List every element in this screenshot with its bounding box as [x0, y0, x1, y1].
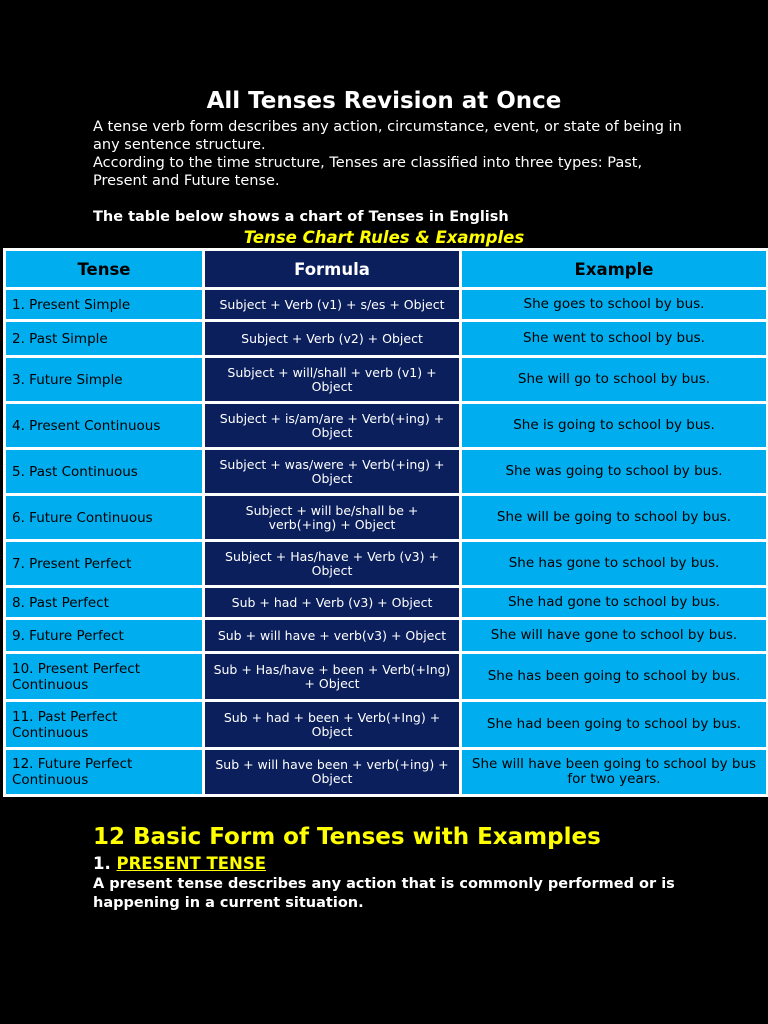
present-tense-link[interactable]: PRESENT TENSE — [116, 854, 267, 873]
formula-cell: Subject + will be/shall be + verb(+ing) + Object — [204, 495, 461, 541]
table-row — [5, 653, 768, 701]
formula-cell: Subject + Verb (v2) + Object — [204, 321, 461, 357]
tense-cell: 9. Future Perfect — [5, 619, 204, 653]
table-row — [5, 619, 768, 653]
table-lead: The table below shows a chart of Tenses in English — [93, 209, 509, 225]
tense-cell: 8. Past Perfect — [5, 587, 204, 619]
table-header-row — [5, 250, 768, 289]
intro-text — [93, 118, 693, 190]
subsection-number: 1. — [93, 854, 111, 873]
formula-cell: Subject + Verb (v1) + s/es + Object — [204, 289, 461, 321]
formula-cell: Sub + will have been + verb(+ing) + Object — [204, 749, 461, 796]
example-cell: She has been going to school by bus. — [461, 653, 768, 701]
formula-cell: Sub + will have + verb(v3) + Object — [204, 619, 461, 653]
intro-line-2: According to the time structure, Tenses are classified into three types: Past, Present and Future tense. — [93, 155, 643, 189]
example-cell: She is going to school by bus. — [461, 403, 768, 449]
formula-cell: Subject + is/am/are + Verb(+ing) + Object — [204, 403, 461, 449]
header-formula: Formula — [204, 250, 461, 289]
tense-cell: 5. Past Continuous — [5, 449, 204, 495]
table-row — [5, 749, 768, 796]
tense-cell: 10. Present Perfect Continuous — [5, 653, 204, 701]
header-example: Example — [461, 250, 768, 289]
formula-cell: Sub + Has/have + been + Verb(+Ing) + Object — [204, 653, 461, 701]
table-row — [5, 289, 768, 321]
table-row — [5, 701, 768, 749]
subsection-text: A present tense describes any action that is commonly performed or is happening in a current situation. — [93, 876, 675, 911]
example-cell: She had been going to school by bus. — [461, 701, 768, 749]
tense-table — [3, 248, 768, 797]
page-title: All Tenses Revision at Once — [206, 88, 562, 114]
tense-cell: 2. Past Simple — [5, 321, 204, 357]
table-row — [5, 495, 768, 541]
formula-cell: Sub + had + been + Verb(+Ing) + Object — [204, 701, 461, 749]
chart-title: Tense Chart Rules & Examples — [243, 228, 525, 247]
tense-cell: 12. Future Perfect Continuous — [5, 749, 204, 796]
example-cell: She will be going to school by bus. — [461, 495, 768, 541]
formula-cell: Subject + was/were + Verb(+ing) + Object — [204, 449, 461, 495]
example-cell: She will have been going to school by bus for two years. — [461, 749, 768, 796]
tense-cell: 4. Present Continuous — [5, 403, 204, 449]
table-row — [5, 449, 768, 495]
formula-cell: Sub + had + Verb (v3) + Object — [204, 587, 461, 619]
section-heading: 12 Basic Form of Tenses with Examples — [93, 824, 601, 850]
table-row — [5, 403, 768, 449]
example-cell: She was going to school by bus. — [461, 449, 768, 495]
tense-cell: 11. Past Perfect Continuous — [5, 701, 204, 749]
table-row — [5, 541, 768, 587]
example-cell: She goes to school by bus. — [461, 289, 768, 321]
example-cell: She went to school by bus. — [461, 321, 768, 357]
example-cell: She will go to school by bus. — [461, 357, 768, 403]
intro-line-1: A tense verb form describes any action, circumstance, event, or state of being in any sentence structure. — [93, 119, 682, 153]
table-row — [5, 587, 768, 619]
tense-cell: 1. Present Simple — [5, 289, 204, 321]
formula-cell: Subject + Has/have + Verb (v3) + Object — [204, 541, 461, 587]
tense-cell: 6. Future Continuous — [5, 495, 204, 541]
example-cell: She will have gone to school by bus. — [461, 619, 768, 653]
tense-cell: 7. Present Perfect — [5, 541, 204, 587]
table-row — [5, 321, 768, 357]
tense-cell: 3. Future Simple — [5, 357, 204, 403]
table-row — [5, 357, 768, 403]
example-cell: She had gone to school by bus. — [461, 587, 768, 619]
example-cell: She has gone to school by bus. — [461, 541, 768, 587]
formula-cell: Subject + will/shall + verb (v1) + Object — [204, 357, 461, 403]
header-tense: Tense — [5, 250, 204, 289]
subsection-heading — [93, 853, 593, 875]
